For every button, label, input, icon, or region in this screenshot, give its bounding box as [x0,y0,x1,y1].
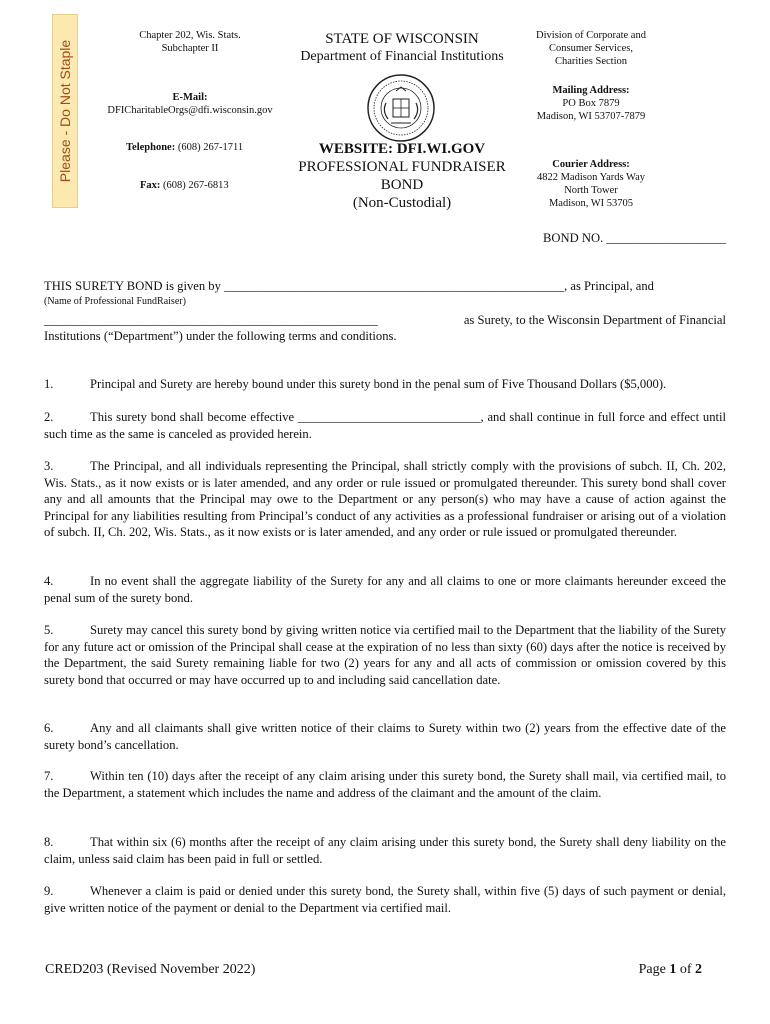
clause-text: In no event shall the aggregate liability of the Surety for any and all claims to one or more claimants hereunder exceed the penal sum of the surety bond. [44,574,726,605]
division-block [524,29,658,68]
chapter-text: Chapter 202, Wis. Stats. [139,30,241,41]
telephone-label: Telephone: [126,142,176,153]
clause-text: This surety bond shall become effective _____________________________, and shall continue in full force and effect until such time as the same is canceled as provided herein. [44,410,726,441]
email-address[interactable]: DFICharitableOrgs@dfi.wisconsin.gov [107,105,273,116]
courier-label: Courier Address: [552,159,630,170]
form-title-line-1: PROFESSIONAL FUNDRAISER [298,159,506,175]
clause-number: 6. [44,721,54,735]
clause-9 [44,883,726,916]
clause-number: 8. [44,835,54,849]
page-current: 1 [669,962,677,977]
division-line-1: Division of Corporate and [536,30,646,41]
clause-text: The Principal, and all individuals representing the Principal, shall strictly comply with the provisions of subch. II, Ch. 202, Wis. Stats., as it now exists or is later amended, and any order or rule issued or promulgated thereunder. This surety bond shall cover any and all amounts that the Principal may owe to the Department or any person(s) who may have a cause of action against the Principal for any liabilities resulting from Principal’s conduct of any activities as a professional fundraiser or arising out of a violation of subch. II, Ch. 202, Wis. Stats., as it now exists or is later amended, and any order or rule issued or promulgated thereunder. [44,459,726,539]
do-not-staple-label: Please - Do Not Staple [57,39,73,183]
clause-number: 3. [44,459,54,473]
surety-name-blank[interactable]: _____________________________________________________ [44,313,378,327]
mailing-line-2: Madison, WI 53707-7879 [536,111,646,122]
clause-text: Any and all claimants shall give written notice of their claims to Surety within two (2) years from the effective date of the surety bond’s cancellation. [44,721,726,752]
surety-text: as Surety, to the Wisconsin Department of Financial [463,313,726,327]
clause-7 [44,768,726,801]
intro-line-3 [44,312,726,329]
clause-text: Surety may cancel this surety bond by giving written notice via certified mail to the Department that the liability of the Surety for any future act or omission of the Principal shall cease at the expiration of no less than sixty (60) days after the notice is received by the Department, the said Surety remaining liable for two (2) years for any and all acts of commission or omission covered by this surety bond that occurred or may have occurred up to and including said cancellation date. [44,623,726,687]
division-line-2: Consumer Services, [549,43,633,54]
state-title: STATE OF WISCONSIN [325,31,479,47]
fax-label: Fax: [140,180,161,191]
clause-number: 5. [44,623,54,637]
mailing-label: Mailing Address: [552,85,630,96]
form-heading [290,140,514,212]
of-word: of [679,962,692,977]
clause-6 [44,720,726,753]
statute-reference [124,29,256,55]
telephone-block [126,141,286,154]
page-word: Page [638,962,666,977]
email-block [98,91,282,117]
subchapter-text: Subchapter II [161,43,219,54]
clause-number: 2. [44,410,54,424]
clause-text: Principal and Surety are hereby bound under this surety bond in the penal sum of Five Thousand Dollars ($5,000). [90,377,667,391]
clause-2 [44,409,726,442]
wisconsin-seal-icon [366,73,436,143]
clause-number: 7. [44,769,54,783]
email-label: E-Mail: [172,92,208,103]
clause-number: 9. [44,884,54,898]
do-not-staple-tab [52,14,78,208]
telephone-number: (608) 267-1711 [177,142,244,153]
fax-number: (608) 267-6813 [163,180,229,191]
fax-block [140,179,280,192]
mailing-address-block [520,84,662,123]
page-total: 2 [695,962,702,977]
clause-8 [44,834,726,867]
clause-number: 1. [44,377,54,391]
clause-text: Whenever a claim is paid or denied under this surety bond, the Surety shall, within five (5) days of such payment or denial, give written notice of the payment or denial to the Department via certified mail. [44,884,726,915]
clause-1 [44,376,726,393]
clause-4 [44,573,726,606]
clause-3 [44,458,726,541]
intro-line-1: THIS SURETY BOND is given by ______________________________________________________, as Principal, and [44,279,654,293]
page-number [639,962,702,978]
courier-line-1: 4822 Madison Yards Way [536,172,646,183]
form-title-line-3: (Non-Custodial) [352,195,452,211]
form-title-line-2: BOND [380,177,424,193]
clause-text: Within ten (10) days after the receipt of any claim arising under this surety bond, the Surety shall mail, via certified mail, to the Department, a statement which includes the name and address of the claimant and the amount of the claim. [44,769,726,800]
agency-heading [286,30,518,66]
courier-line-2: North Tower [564,185,618,196]
division-line-3: Charities Section [554,56,628,67]
clause-number: 4. [44,574,54,588]
principal-name-caption: (Name of Professional FundRaiser) [44,296,186,307]
intro-line-4: Institutions (“Department”) under the following terms and conditions. [44,329,397,343]
courier-address-block [520,158,662,210]
mailing-line-1: PO Box 7879 [562,98,620,109]
department-title: Department of Financial Institutions [300,49,504,64]
clause-5 [44,622,726,688]
form-identifier: CRED203 (Revised November 2022) [45,962,256,977]
website-text[interactable]: WEBSITE: DFI.WI.GOV [318,141,486,157]
bond-number-field[interactable]: BOND NO. ___________________ [543,231,726,245]
courier-line-3: Madison, WI 53705 [548,198,634,209]
clause-text: That within six (6) months after the receipt of any claim arising under this surety bond, the Surety shall deny liability on the claim, unless said claim has been paid in full or settled. [44,835,726,866]
